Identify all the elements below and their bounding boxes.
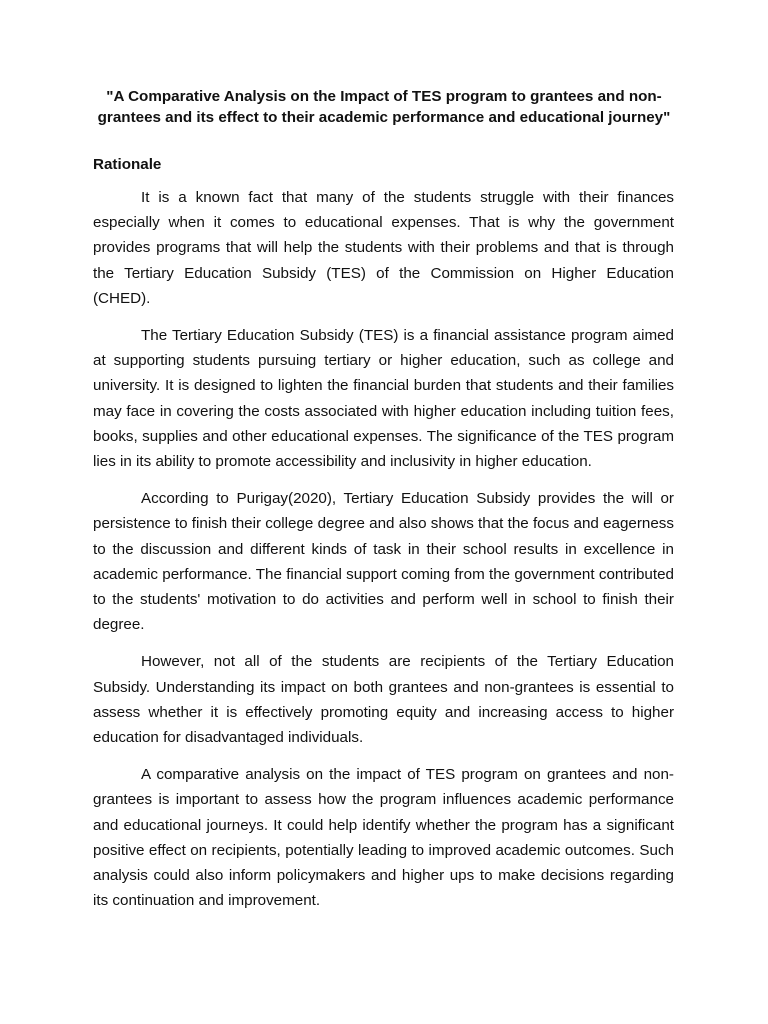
paragraph: According to Purigay(2020), Tertiary Education Subsidy provides the will or persistence to finish their college degree and also shows that the focus and eagerness to the discussion and different kinds of task in their school results in excellence in academic performance. The financial support coming from the government contributed to the students' motivation to do activities and perform well in school to finish their degree. bbox=[93, 490, 674, 634]
paragraph: It is a known fact that many of the students struggle with their finances especially when it comes to educational expenses. That is why the government provides programs that will help the students with their problems and that is through the Tertiary Education Subsidy (TES) of the Commission on Higher Education (CHED). bbox=[93, 189, 674, 307]
paragraph: The Tertiary Education Subsidy (TES) is a financial assistance program aimed at supporting students pursuing tertiary or higher education, such as college and university. It is designed to lighten the financial burden that students and their families may face in covering the costs associated with higher education including tuition fees, books, supplies and other educational expenses. The significance of the TES program lies in its ability to promote accessibility and inclusivity in higher education. bbox=[93, 327, 674, 471]
document-title: "A Comparative Analysis on the Impact of TES program to grantees and non-grantees and its effect to their academic performance and educational journey" bbox=[97, 88, 671, 126]
paragraph: However, not all of the students are recipients of the Tertiary Education Subsidy. Understanding its impact on both grantees and non-grantees is essential to assess whether it is effectively promoting equity and increasing access to higher education for disadvantaged individuals. bbox=[93, 653, 674, 747]
document-body bbox=[93, 185, 674, 925]
paragraph: A comparative analysis on the impact of TES program on grantees and non-grantees is important to assess how the program influences academic performance and educational journeys. It could help identify whether the program has a significant positive effect on recipients, potentially leading to improved academic outcomes. Such analysis could also inform policymakers and higher ups to make decisions regarding its continuation and improvement. bbox=[93, 766, 674, 910]
section-heading: Rationale bbox=[93, 156, 162, 173]
